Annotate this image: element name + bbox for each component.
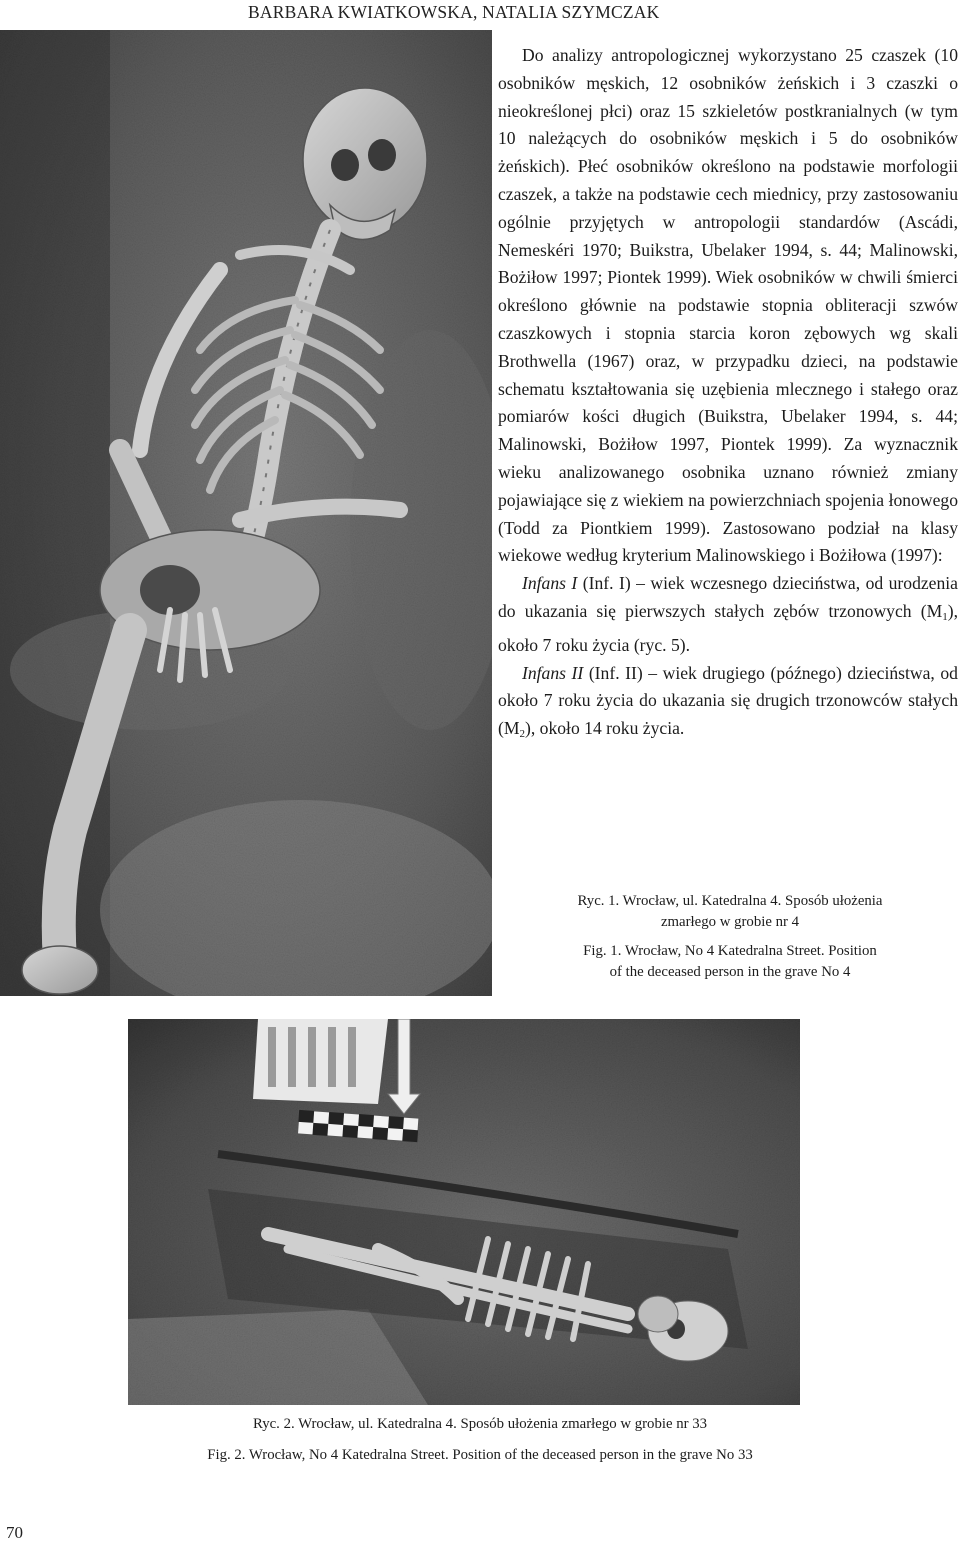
figure-1-caption-english <box>500 941 960 983</box>
skeleton-grave-33-image <box>128 1019 800 1405</box>
figure-1-caption-polish-line-2: zmarłego w grobie nr 4 <box>660 914 800 930</box>
infans-1-text: (Inf. I) – wiek wczesnego dzieciństwa, od urodzenia do ukazania się pierwszych stałych zębów trzonowych (M <box>498 573 958 621</box>
paragraph-infans-1 <box>498 570 958 659</box>
figure-1-caption-english-line-1: Fig. 1. Wrocław, No 4 Katedralna Street. Position <box>583 943 877 959</box>
skeleton-grave-4-image <box>0 30 492 996</box>
figure-1-caption-polish <box>500 891 960 933</box>
infans-2-text: (Inf. II) – wiek drugiego (późnego) dzieciństwa, od około 7 roku życia do ukazania się drugich trzonowców stałych (M <box>498 662 958 739</box>
paragraph-1: Do analizy antropologicznej wykorzystano 25 czaszek (10 osobników męskich, 12 osobników żeńskich i 3 czaszki o nieokreślonej płci) oraz 15 szkieletów postkranialnych (w tym 10 należących do osobników męskich i 5 do osobników żeńskich). Płeć osobników określono na podstawie morfologii czaszek, a także na podstawie cech miednicy, przy zastosowaniu ogólnie przyjętych w antropologii standardów (Ascádi, Nemeskéri 1970; Buikstra, Ubelaker 1994, s. 44; Malinowski, Bożiłow 1997; Piontek 1999). Wiek osobników w chwili śmierci określono głównie na podstawie stopnia obliteracji szwów czaszkowych i stopnia starcia koron zębowych wg skali Brothwella (1967) oraz, w przypadku dzieci, na podstawie schematu kształtowania się uzębienia mlecznego i stałego oraz pomiarów kości długich (Buikstra, Ubelaker 1994, s. 44; Malinowski, Bożiłow 1997, Piontek 1999). Za wyznacznik wieku analizowanego osobnika uznano również zmiany pojawiające się z wiekiem na powierzchniach spojenia łonowego (Todd za Piontkiem 1999). Zastosowano podział na klasy wiekowe według kryterium Malinowskiego i Bożiłowa (1997): <box>498 45 958 566</box>
figure-2-caption-polish: Ryc. 2. Wrocław, ul. Katedralna 4. Sposób ułożenia zmarłego w grobie nr 33 <box>252 1416 708 1432</box>
infans-1-subscript: 1 <box>942 610 948 623</box>
body-text <box>498 42 958 749</box>
figure-1-caption-english-line-2: of the deceased person in the grave No 4 <box>609 964 851 980</box>
running-head: BARBARA KWIATKOWSKA, NATALIA SZYMCZAK <box>248 2 660 22</box>
figure-1-photo <box>0 30 492 996</box>
figure-2-photo <box>128 1019 800 1405</box>
infans-1-tail: ), około 7 roku życia (ryc. 5). <box>498 600 958 655</box>
term-infans-2: Infans II <box>522 662 584 683</box>
page-number: 70 <box>6 1523 23 1542</box>
infans-2-tail: ), około 14 roku życia. <box>525 718 685 739</box>
paragraph-infans-2 <box>498 660 958 749</box>
term-infans-1: Infans I <box>522 573 578 594</box>
figure-1-caption-polish-line-1: Ryc. 1. Wrocław, ul. Katedralna 4. Sposób ułożenia <box>577 893 883 909</box>
infans-2-subscript: 2 <box>519 728 526 741</box>
figure-2-caption-english: Fig. 2. Wrocław, No 4 Katedralna Street. Position of the deceased person in the grave No 33 <box>207 1447 753 1463</box>
